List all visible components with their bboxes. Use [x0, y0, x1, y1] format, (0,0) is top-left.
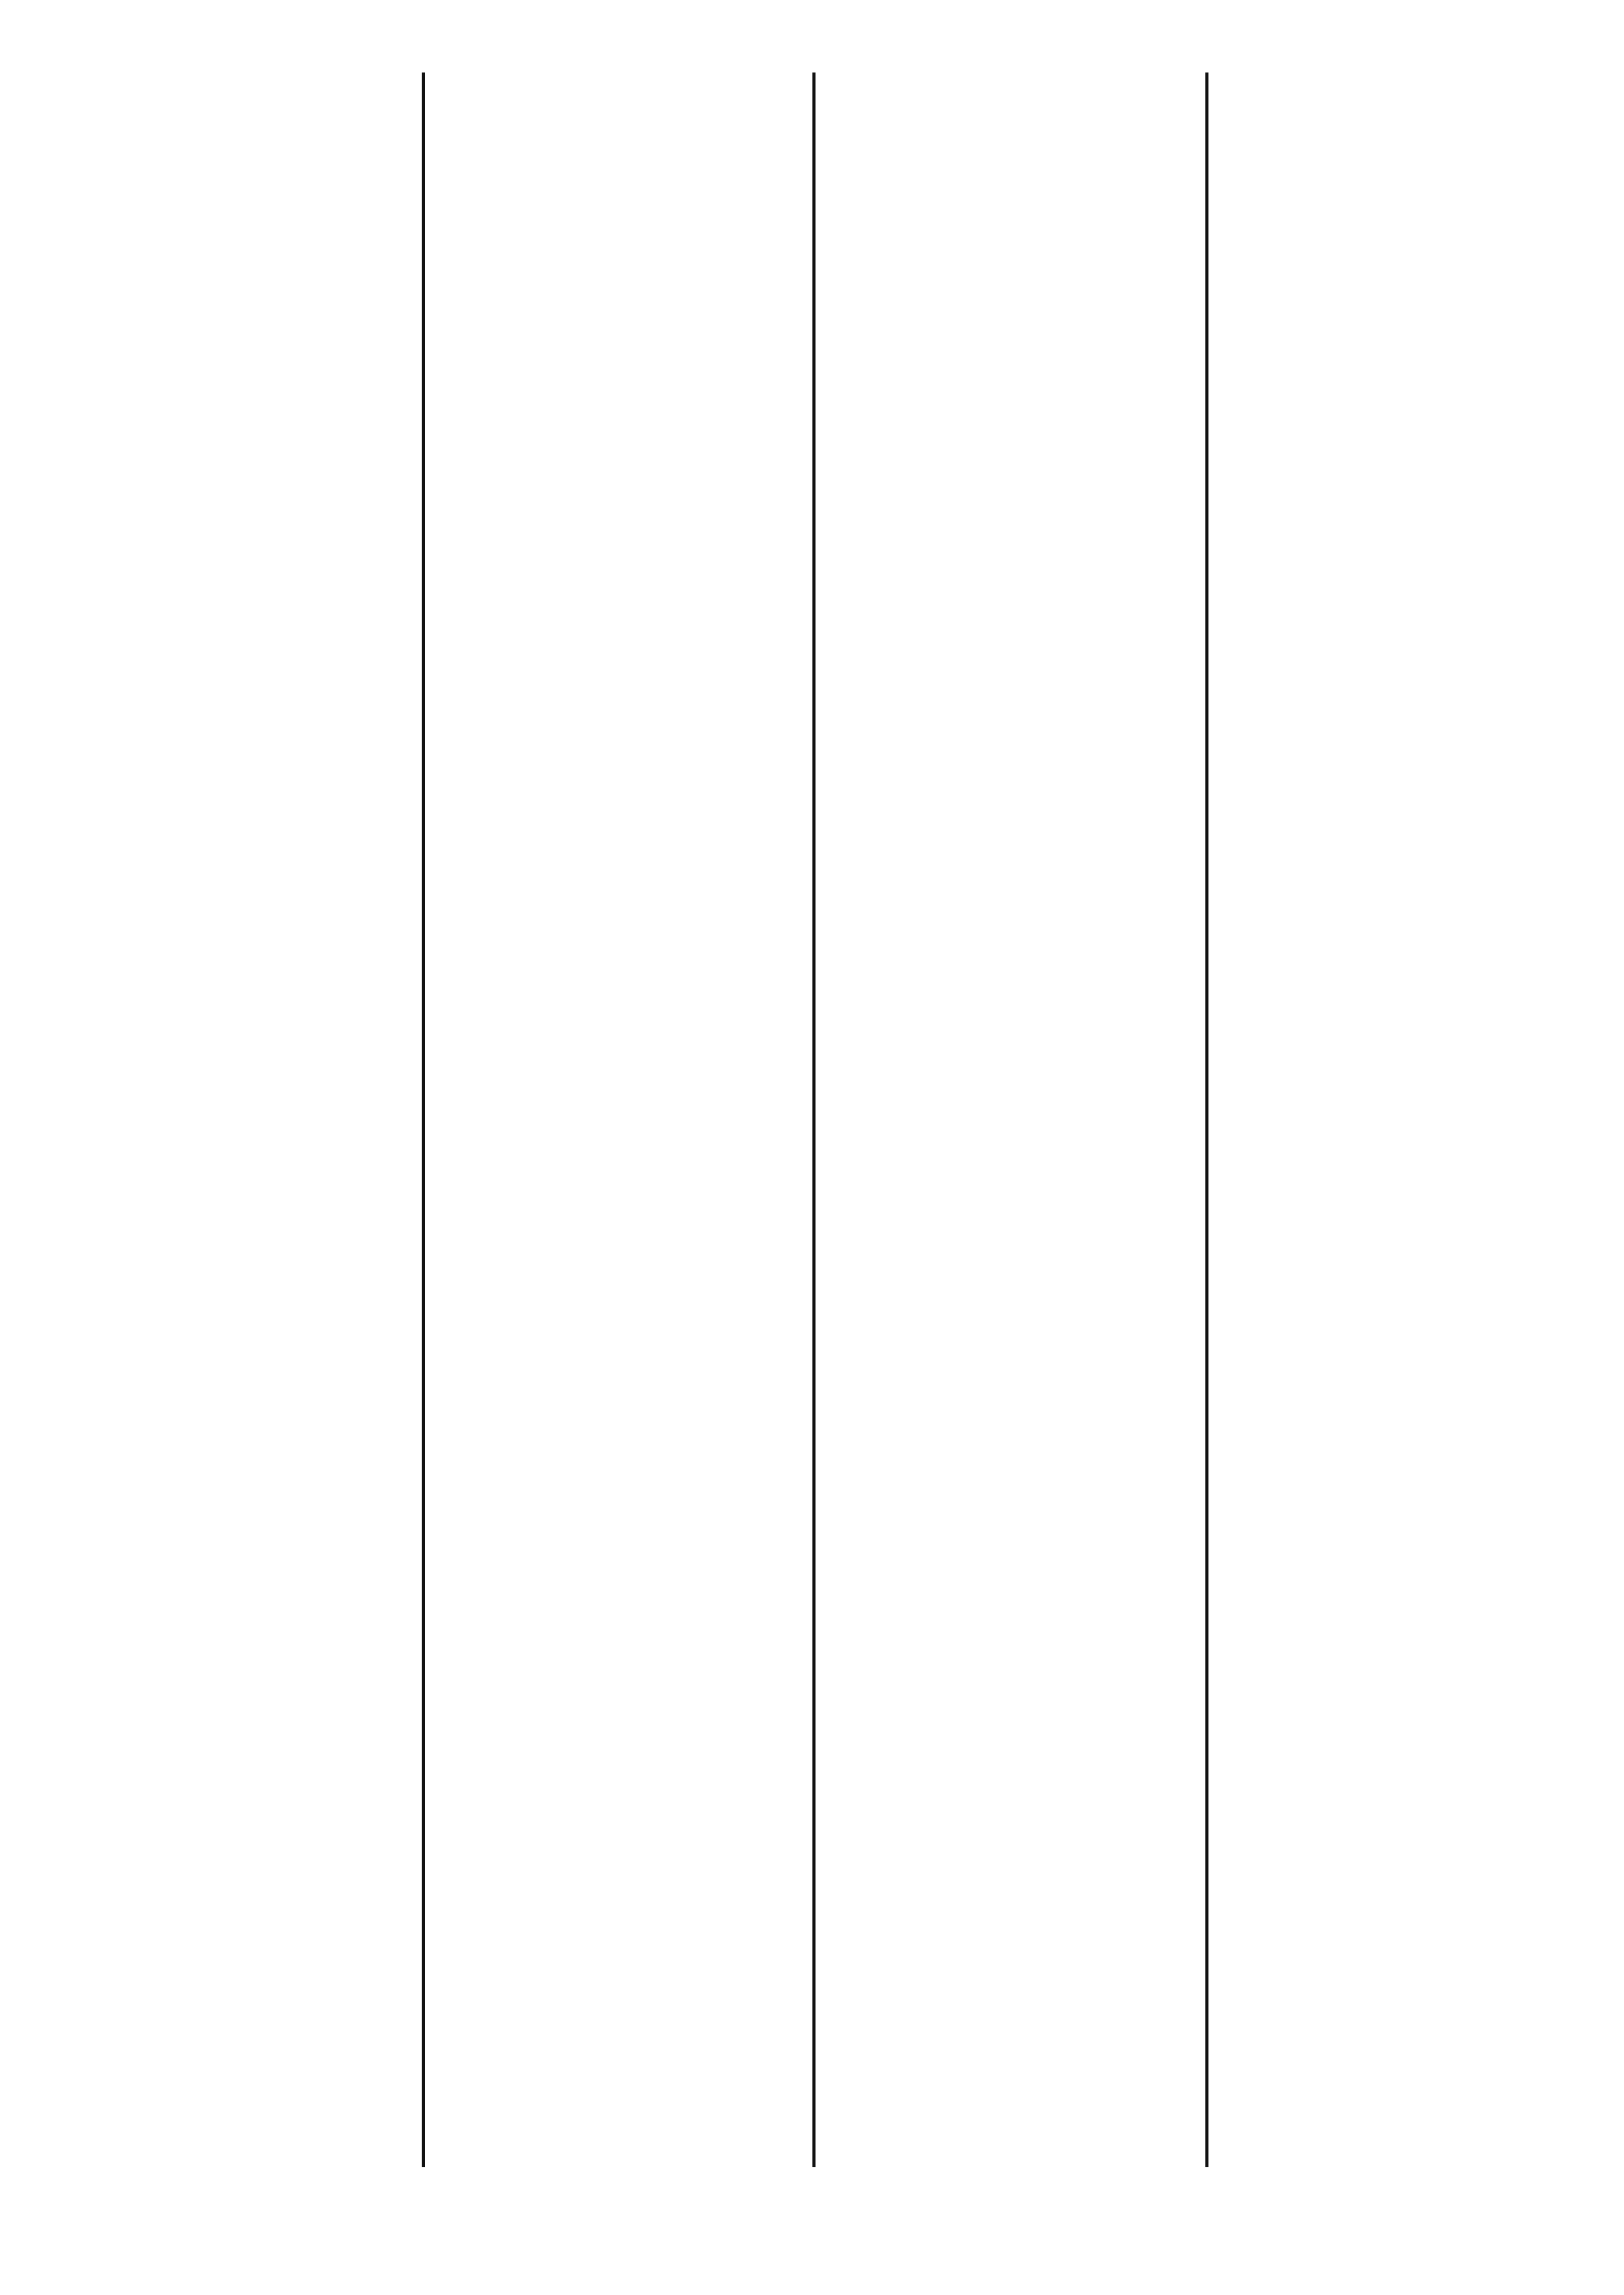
- column-divider: [812, 72, 816, 2167]
- column-divider: [1205, 72, 1208, 2167]
- column-divider: [422, 72, 425, 2167]
